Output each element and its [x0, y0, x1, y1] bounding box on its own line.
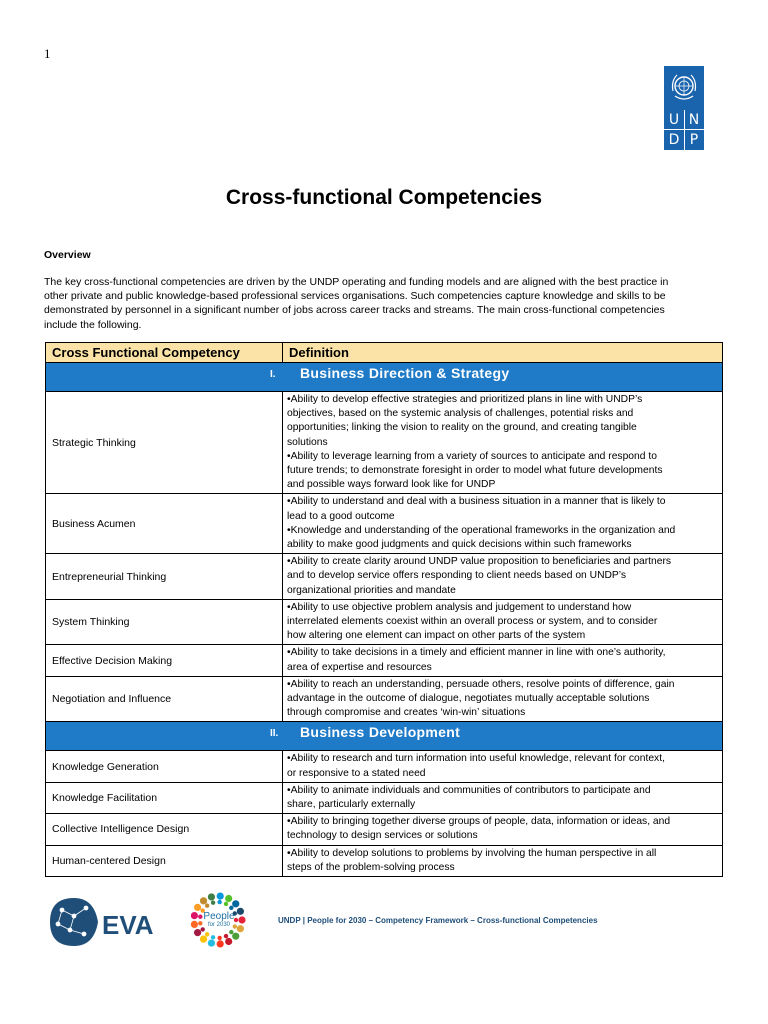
- logo-letter: D: [668, 132, 680, 148]
- competency-table: [45, 342, 723, 877]
- definition-line: •Ability to reach an understanding, persuade others, resolve points of difference, gain: [287, 678, 675, 690]
- definition-line: interrelated elements coexist within an overall process or system, and to consider: [287, 616, 658, 628]
- definition-line: solutions: [287, 436, 328, 448]
- definition-line: organizational priorities and mandate: [287, 584, 456, 596]
- definition-line: technology to design services or solutions: [287, 830, 478, 842]
- table-row: [46, 814, 723, 845]
- header-definition: Definition: [283, 343, 723, 363]
- competency-name: System Thinking: [46, 599, 283, 645]
- competency-name: Human-centered Design: [46, 845, 283, 876]
- un-emblem-icon: [669, 71, 699, 107]
- competency-name: Strategic Thinking: [46, 392, 283, 494]
- logo-letter: P: [689, 132, 699, 148]
- logo-letter: N: [688, 112, 700, 128]
- definition-line: •Ability to animate individuals and communities of contributors to participate and: [287, 784, 651, 796]
- competency-name: Collective Intelligence Design: [46, 814, 283, 845]
- definition-line: lead to a good outcome: [287, 510, 395, 522]
- eva-label: EVA: [102, 910, 154, 940]
- table-row: [46, 845, 723, 876]
- competency-name: Knowledge Generation: [46, 751, 283, 782]
- definition-line: future trends; to demonstrate foresight in order to model what future developments: [287, 465, 663, 477]
- section-label: Business Development: [300, 724, 461, 741]
- competency-definition: [283, 782, 723, 813]
- competency-definition: [283, 814, 723, 845]
- intro-paragraph: [44, 275, 724, 332]
- competency-definition: [283, 554, 723, 600]
- table-row: [46, 494, 723, 554]
- intro-line: demonstrated by personnel in a significant number of jobs across career tracks and streams. The main cross-functional competencies: [44, 304, 665, 317]
- section-row: [46, 722, 723, 751]
- section-number: II.: [270, 728, 279, 740]
- section-label: Business Direction & Strategy: [300, 365, 510, 381]
- competency-definition: [283, 599, 723, 645]
- definition-line: through compromise and creates ‘win-win’ situations: [287, 707, 526, 719]
- table-row: [46, 392, 723, 494]
- table-row: [46, 645, 723, 676]
- table-header-row: [46, 343, 723, 363]
- definition-line: •Ability to develop solutions to problems by involving the human perspective in all: [287, 847, 657, 859]
- competency-name: Knowledge Facilitation: [46, 782, 283, 813]
- logo-letter: U: [668, 112, 680, 128]
- competency-name: Business Acumen: [46, 494, 283, 554]
- definition-line: •Ability to take decisions in a timely and efficient manner in line with one’s authority,: [287, 647, 666, 659]
- people-logo-text: [199, 912, 239, 930]
- competency-name: Negotiation and Influence: [46, 676, 283, 722]
- competency-definition: [283, 676, 723, 722]
- table-row: [46, 751, 723, 782]
- people-label: People: [203, 911, 235, 922]
- definition-line: objectives, based on the systemic analysis of challenges, potential risks and: [287, 408, 634, 420]
- competency-definition: [283, 392, 723, 494]
- intro-line: include the following.: [44, 318, 142, 331]
- definition-line: and to develop service offers responding to client needs based on UNDP’s: [287, 570, 627, 582]
- table-row: [46, 554, 723, 600]
- section-row: [46, 363, 723, 392]
- definition-line: •Ability to leverage learning from a variety of sources to anticipate and respond to: [287, 450, 657, 462]
- intro-line: other private and public knowledge-based professional services organisations. Such competencies capture knowledge and skills to be: [44, 290, 666, 303]
- page-title: Cross-functional Competencies: [225, 186, 543, 209]
- competency-definition: [283, 845, 723, 876]
- definition-line: area of expertise and resources: [287, 661, 432, 673]
- table-row: [46, 676, 723, 722]
- footer-text: UNDP | People for 2030 – Competency Framework – Cross-functional Competencies: [278, 916, 598, 925]
- definition-line: how altering one element can impact on other parts of the system: [287, 630, 586, 642]
- table-row: [46, 782, 723, 813]
- competency-name: Entrepreneurial Thinking: [46, 554, 283, 600]
- table-row: [46, 599, 723, 645]
- intro-line: The key cross-functional competencies are driven by the UNDP operating and funding models and are aligned with the best practice in: [44, 276, 669, 288]
- people-sub-label: for 2030: [207, 922, 231, 928]
- definition-line: •Ability to use objective problem analysis and judgement to understand how: [287, 601, 632, 613]
- undp-logo: [664, 66, 704, 150]
- header-competency: Cross Functional Competency: [46, 343, 283, 363]
- definition-line: •Ability to research and turn information into useful knowledge, relevant for context,: [287, 753, 665, 765]
- definition-line: ability to make good judgments and quick decisions within such frameworks: [287, 539, 632, 551]
- overview-heading: Overview: [44, 249, 91, 261]
- page-number: 1: [44, 46, 51, 61]
- competency-name: Effective Decision Making: [46, 645, 283, 676]
- section-number: I.: [270, 369, 276, 380]
- definition-line: opportunities; linking the vision to reality on the ground, and creating tangible: [287, 422, 637, 434]
- competency-definition: [283, 645, 723, 676]
- definition-line: and possible ways forward look like for UNDP: [287, 479, 496, 491]
- competency-definition: [283, 494, 723, 554]
- definition-line: share, particularly externally: [287, 799, 416, 811]
- definition-line: •Ability to bringing together diverse groups of people, data, information or ideas, and: [287, 816, 671, 828]
- definition-line: •Ability to understand and deal with a business situation in a manner that is likely to: [287, 496, 666, 508]
- definition-line: •Knowledge and understanding of the operational frameworks in the organization and: [287, 524, 676, 536]
- definition-line: steps of the problem-solving process: [287, 861, 455, 873]
- definition-line: •Ability to create clarity around UNDP value proposition to beneficiaries and partners: [287, 556, 672, 568]
- definition-line: advantage in the outcome of dialogue, negotiates mutually acceptable solutions: [287, 693, 650, 705]
- definition-line: or responsive to a stated need: [287, 767, 426, 779]
- definition-line: •Ability to develop effective strategies and prioritized plans in line with UNDP’s: [287, 394, 643, 405]
- competency-definition: [283, 751, 723, 782]
